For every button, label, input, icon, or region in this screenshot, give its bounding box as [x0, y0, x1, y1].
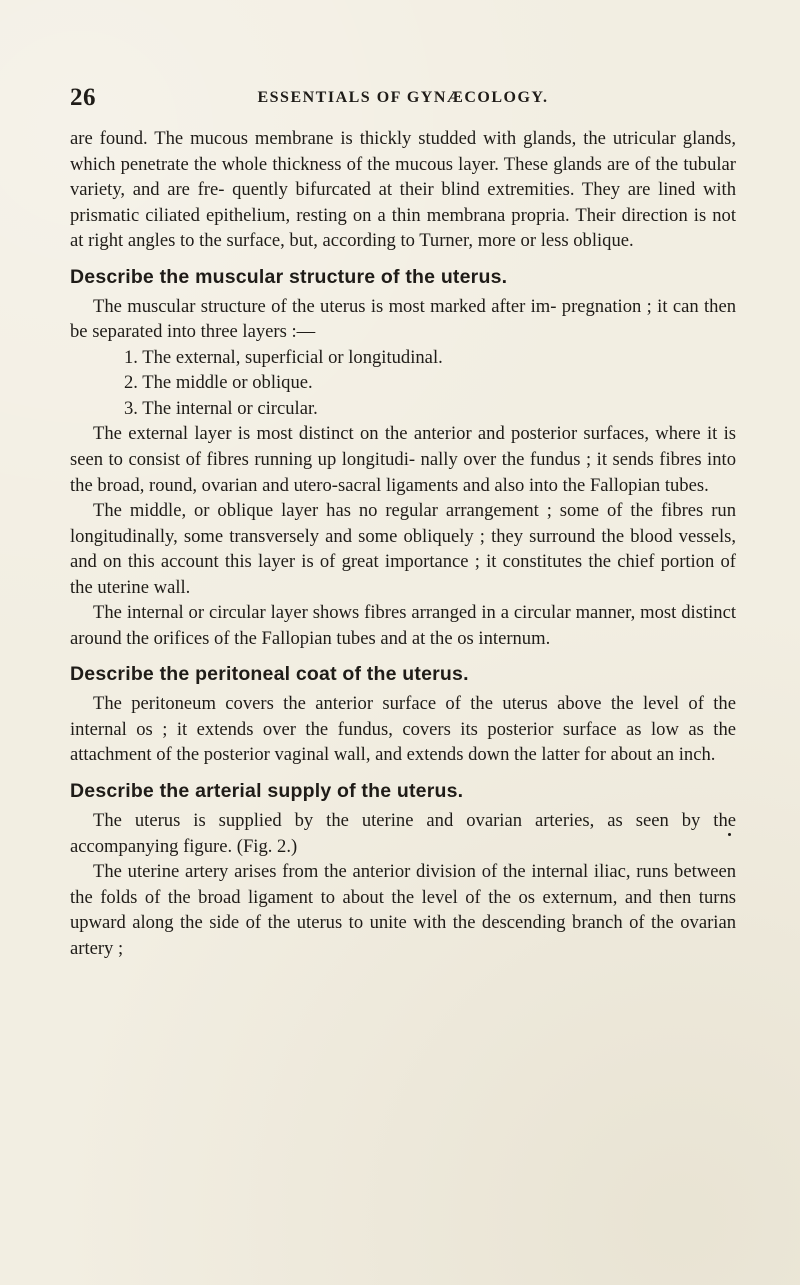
paragraph-middle-layer: The middle, or oblique layer has no regular arrangement ; some of the fibres run longitudinally, some transversely and some obliquely ; they surround the blood vessels, and on this account this layer is of great importance ; it constitutes the chief portion of the uterine wall.: [70, 500, 736, 598]
section-heading-peritoneal: Describe the peritoneal coat of the uterus.: [70, 663, 469, 686]
paragraph-arterial-supply: The uterus is supplied by the uterine and ovarian arteries, as seen by the accompanying figure. (Fig. 2.): [70, 810, 736, 857]
paragraph-mucous-membrane: are found. The mucous membrane is thickly studded with glands, the utricular glands, which penetrate the whole thickness of the mucous layer. These glands are of the tubular variety, and are fre- quently bifurcated at their blind extremities. They are lined with prismatic ciliated epithelium, resting on a thin membrana propria. Their direction is not at right angles to the surface, but, according to Turner, more or less oblique.: [70, 128, 736, 252]
running-head: [70, 84, 736, 112]
page-number: 26: [70, 84, 96, 111]
list-item-external-layer: 1. The external, superficial or longitudinal.: [124, 346, 443, 368]
running-title: ESSENTIALS OF GYNÆCOLOGY.: [257, 89, 549, 106]
list-item-middle-layer: 2. The middle or oblique.: [124, 372, 313, 394]
margin-dot-mark: [728, 833, 731, 836]
paragraph-peritoneal-coat: The peritoneum covers the anterior surface of the uterus above the level of the internal os ; it extends over the fundus, covers its posterior surface as low as the attachment of the posterior vaginal wall, and extends down the latter for about an inch.: [70, 693, 736, 766]
page-body: [70, 126, 736, 961]
paragraph-internal-layer: The internal or circular layer shows fibres arranged in a circular manner, most distinct around the orifices of the Fallopian tubes and at the os internum.: [70, 602, 736, 649]
list-item-internal-layer: 3. The internal or circular.: [124, 397, 318, 419]
paragraph-uterine-artery: The uterine artery arises from the anterior division of the internal iliac, runs between the folds of the broad ligament to about the level of the os externum, and then turns upward along the side of the uterus to unite with the descending branch of the ovarian artery ;: [70, 861, 736, 959]
section-heading-muscular: Describe the muscular structure of the uterus.: [70, 265, 508, 288]
paragraph-external-layer: The external layer is most distinct on the anterior and posterior surfaces, where it is seen to consist of fibres running up longitudi- nally over the fundus ; it sends fibres into the broad, round, ovarian and utero-sacral ligaments and also into the Fallopian tubes.: [70, 423, 736, 496]
section-heading-arterial: Describe the arterial supply of the uterus.: [70, 780, 464, 803]
paragraph-muscular-intro: The muscular structure of the uterus is most marked after im- pregnation ; it can then be separated into three layers :—: [70, 295, 736, 343]
